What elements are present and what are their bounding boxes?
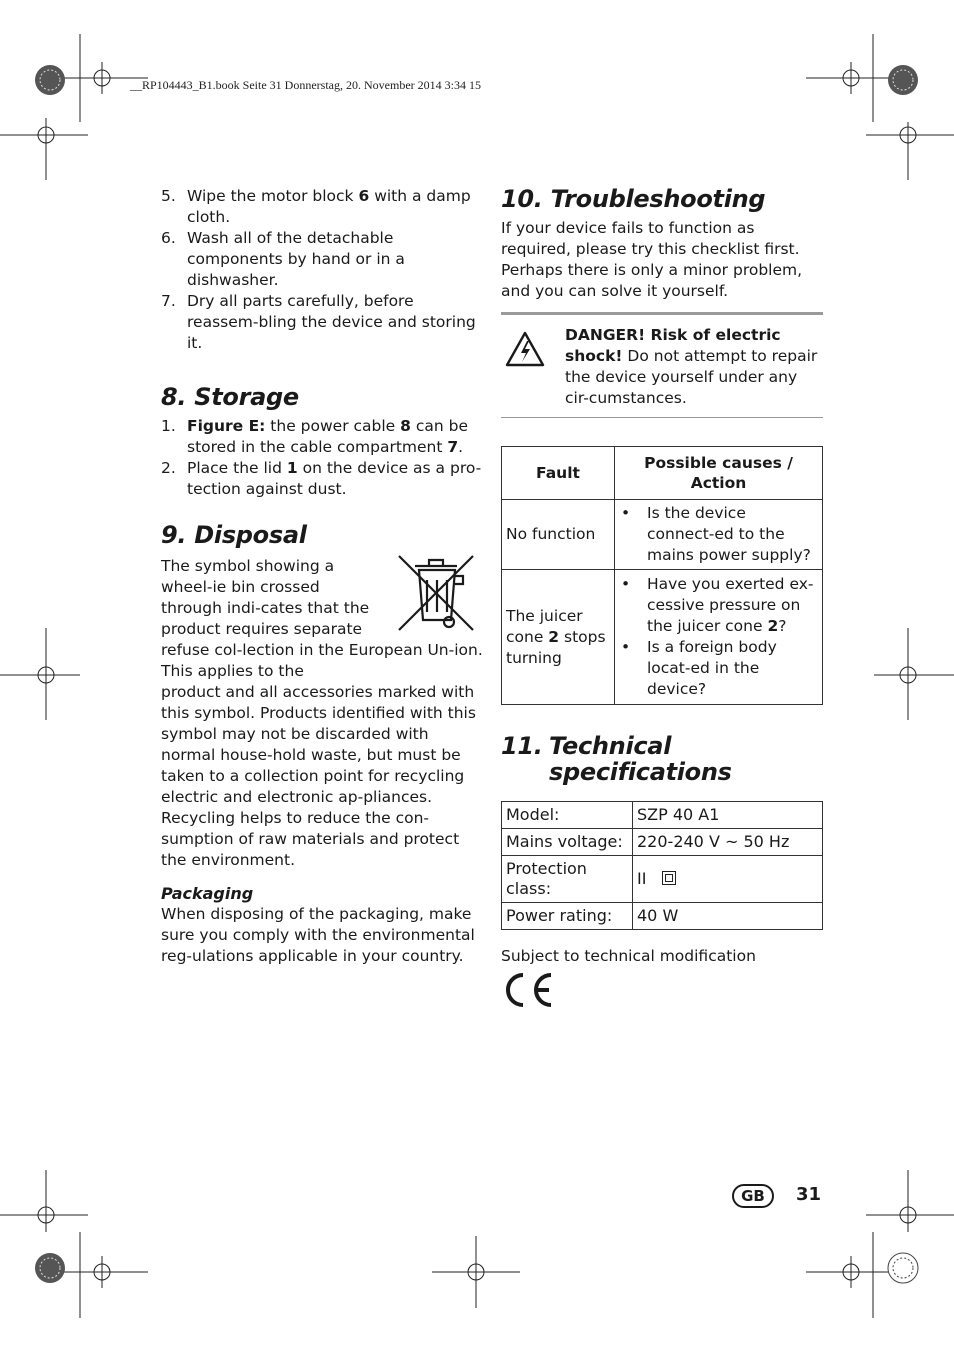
troubleshooting-intro: If your device fails to function as required, please try this checklist first. Perhaps there is only a minor problem, and you can solve it yourself. <box>501 219 803 300</box>
class-ii-icon <box>662 871 676 885</box>
disposal-section: The symbol showing a wheel-ie bin crossed through indi-cates that the product requires separate refuse col-lection in the European Un-ion. This applies to the product and all accessories marked with this symbol. Products identified with this symbol may not be discarded with normal house-hold waste, but must be taken to a collection point for recycling electric and electronic ap-pliances. Recycling helps to reduce the con-sumption of raw materials and protect the environment. <box>161 556 483 871</box>
table-row: Protection class: II <box>502 856 823 903</box>
tech-specs-heading: 11. Technical specifications <box>501 732 732 786</box>
table-row: Power rating: 40 W <box>502 903 823 930</box>
disposal-heading: 9. Disposal <box>161 521 307 549</box>
ce-mark-icon <box>501 971 555 1009</box>
list-item: 1. Figure E: the power cable 8 can be stored in the cable compartment 7. <box>161 417 469 456</box>
page-number: 31 <box>796 1184 822 1205</box>
cleaning-steps <box>161 186 483 354</box>
troubleshooting-table <box>501 446 823 705</box>
modification-note: Subject to technical modification <box>501 947 756 965</box>
specs-table <box>501 801 823 930</box>
list-item: • Is the device connect-ed to the mains power supply? <box>621 504 811 564</box>
table-row: Model: SZP 40 A1 <box>502 802 823 829</box>
table-row: Mains voltage: 220-240 V ~ 50 Hz <box>502 829 823 856</box>
table-row: No function • Is the device connect-ed to the mains power supply? <box>502 500 823 570</box>
cause-list <box>619 574 818 700</box>
list-item: 7. Dry all parts carefully, before reassem-bling the device and storing it. <box>161 292 476 352</box>
danger-title: DANGER! Risk of electric shock! <box>565 326 781 365</box>
left-column <box>161 186 483 967</box>
list-item: 2. Place the lid 1 on the device as a pro-tection against dust. <box>161 459 482 498</box>
print-metadata: __RP104443_B1.book Seite 31 Donnerstag, 20. November 2014 3:34 15 <box>130 78 481 92</box>
warning-triangle-icon <box>505 331 545 367</box>
list-item: • Have you exerted ex-cessive pressure on the juicer cone 2? <box>621 575 814 635</box>
right-column <box>501 186 823 1009</box>
language-badge: GB <box>732 1184 774 1208</box>
crossed-wheelie-bin-icon <box>393 550 479 636</box>
list-item: 6. Wash all of the detachable components by hand or in a dishwasher. <box>161 229 405 289</box>
table-row: The juicer cone 2 stops turning • Have you exerted ex-cessive pressure on the juicer cone 2? • Is a foreign body locat-ed in the device? <box>502 570 823 705</box>
cause-list <box>619 503 818 566</box>
troubleshooting-heading: 10. Troubleshooting <box>501 185 766 213</box>
storage-steps <box>161 416 483 500</box>
packaging-text: When disposing of the packaging, make sure you comply with the environmental reg-ulations applicable in your country. <box>161 905 475 965</box>
packaging-heading: Packaging <box>161 884 254 903</box>
list-item: • Is a foreign body locat-ed in the device? <box>621 638 777 698</box>
danger-notice: DANGER! Risk of electric shock! Do not attempt to repair the device yourself under any cir-cumstances. <box>501 312 823 418</box>
list-item: 5. Wipe the motor block 6 with a damp cloth. <box>161 187 471 226</box>
table-header-row: Fault Possible causes / Action <box>502 447 823 500</box>
storage-heading: 8. Storage <box>161 383 299 411</box>
